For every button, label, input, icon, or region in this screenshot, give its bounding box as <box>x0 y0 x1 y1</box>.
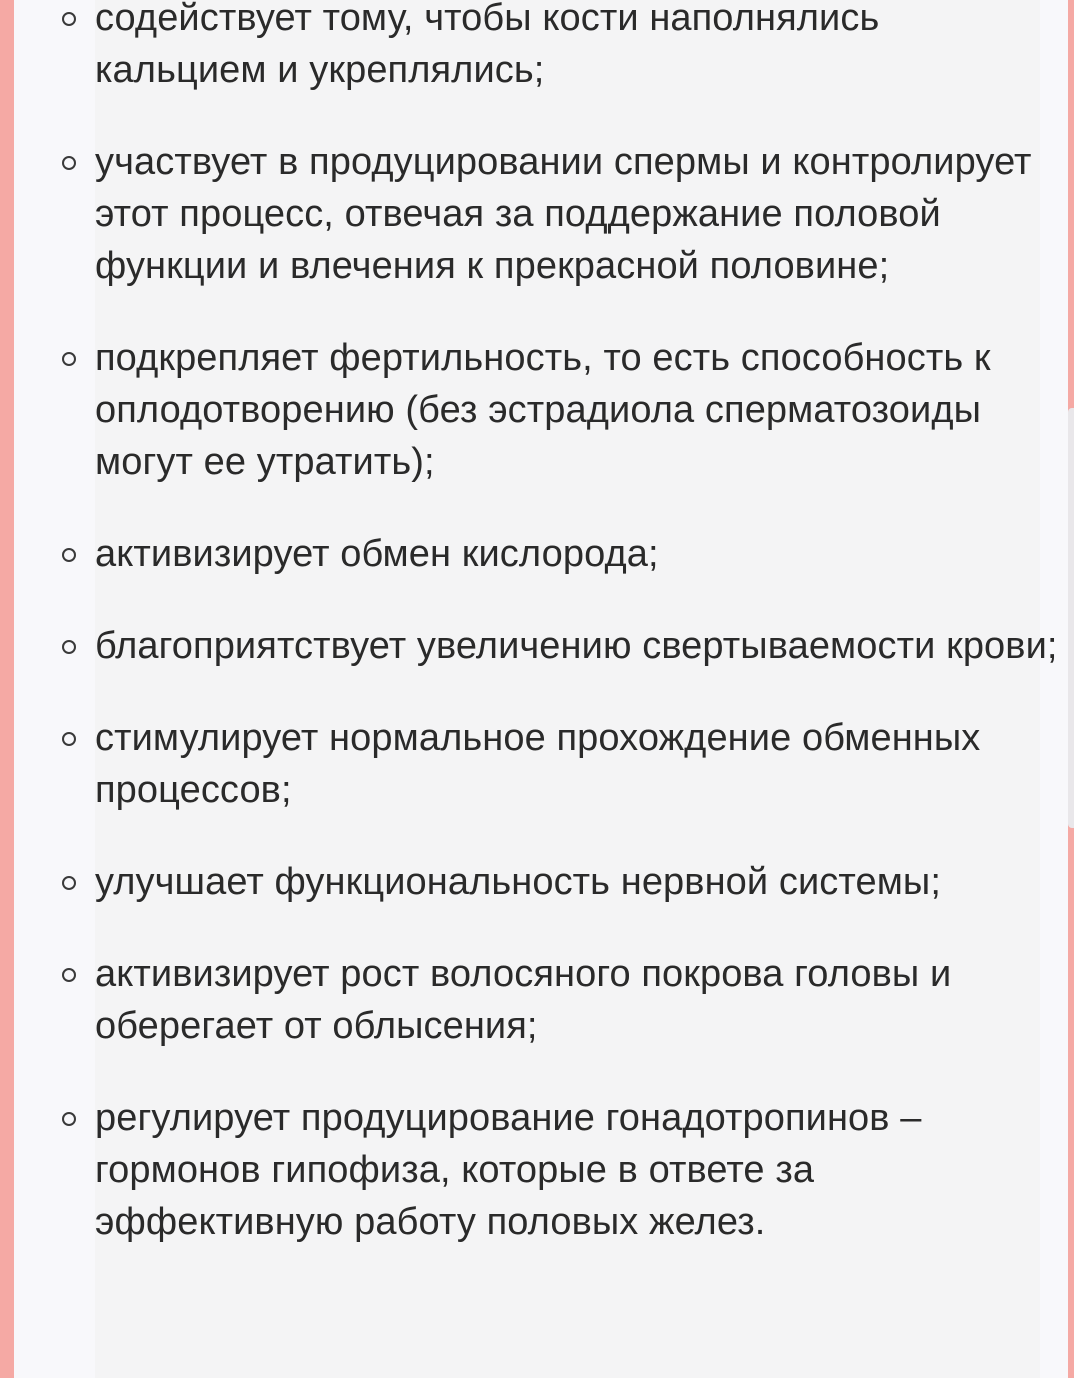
list-item <box>14 856 1068 908</box>
list-item-text: благоприятствует увеличению свертываемости крови; <box>95 625 1058 667</box>
circle-bullet-icon <box>62 968 76 982</box>
list-item <box>14 1092 1068 1248</box>
scrollbar-handle[interactable] <box>1068 408 1074 828</box>
list-item-text: содействует тому, чтобы кости наполнялись кальцием и укреплялись; <box>95 0 880 91</box>
list-item-text: активизирует рост волосяного покрова головы и оберегает от облысения; <box>95 953 952 1047</box>
circle-bullet-icon <box>62 1112 76 1126</box>
left-edge-accent <box>0 0 14 1378</box>
circle-bullet-icon <box>62 548 76 562</box>
list-item-text: стимулирует нормальное прохождение обменных процессов; <box>95 717 981 811</box>
circle-bullet-icon <box>62 876 76 890</box>
article-page <box>14 0 1068 1378</box>
list-item <box>14 0 1068 96</box>
list-item <box>14 528 1068 580</box>
list-item-text: участвует в продуцировании спермы и контролирует этот процесс, отвечая за поддержание половой функции и влечения к прекрасной половине; <box>95 141 1032 287</box>
circle-bullet-icon <box>62 156 76 170</box>
list-item-text: улучшает функциональность нервной системы; <box>95 861 942 903</box>
list-item <box>14 136 1068 292</box>
circle-bullet-icon <box>62 352 76 366</box>
circle-bullet-icon <box>62 640 76 654</box>
list-item-text: подкрепляет фертильность, то есть способность к оплодотворению (без эстрадиола сперматозоиды могут ее утратить); <box>95 337 991 483</box>
circle-bullet-icon <box>62 12 76 26</box>
list-item <box>14 712 1068 816</box>
bullet-list <box>14 0 1068 1288</box>
list-item-text: регулирует продуцирование гонадотропинов – гормонов гипофиза, которые в ответе за эффективную работу половых желез. <box>95 1097 922 1243</box>
list-item <box>14 620 1068 672</box>
list-item <box>14 948 1068 1052</box>
circle-bullet-icon <box>62 732 76 746</box>
list-item <box>14 332 1068 488</box>
list-item-text: активизирует обмен кислорода; <box>95 533 659 575</box>
